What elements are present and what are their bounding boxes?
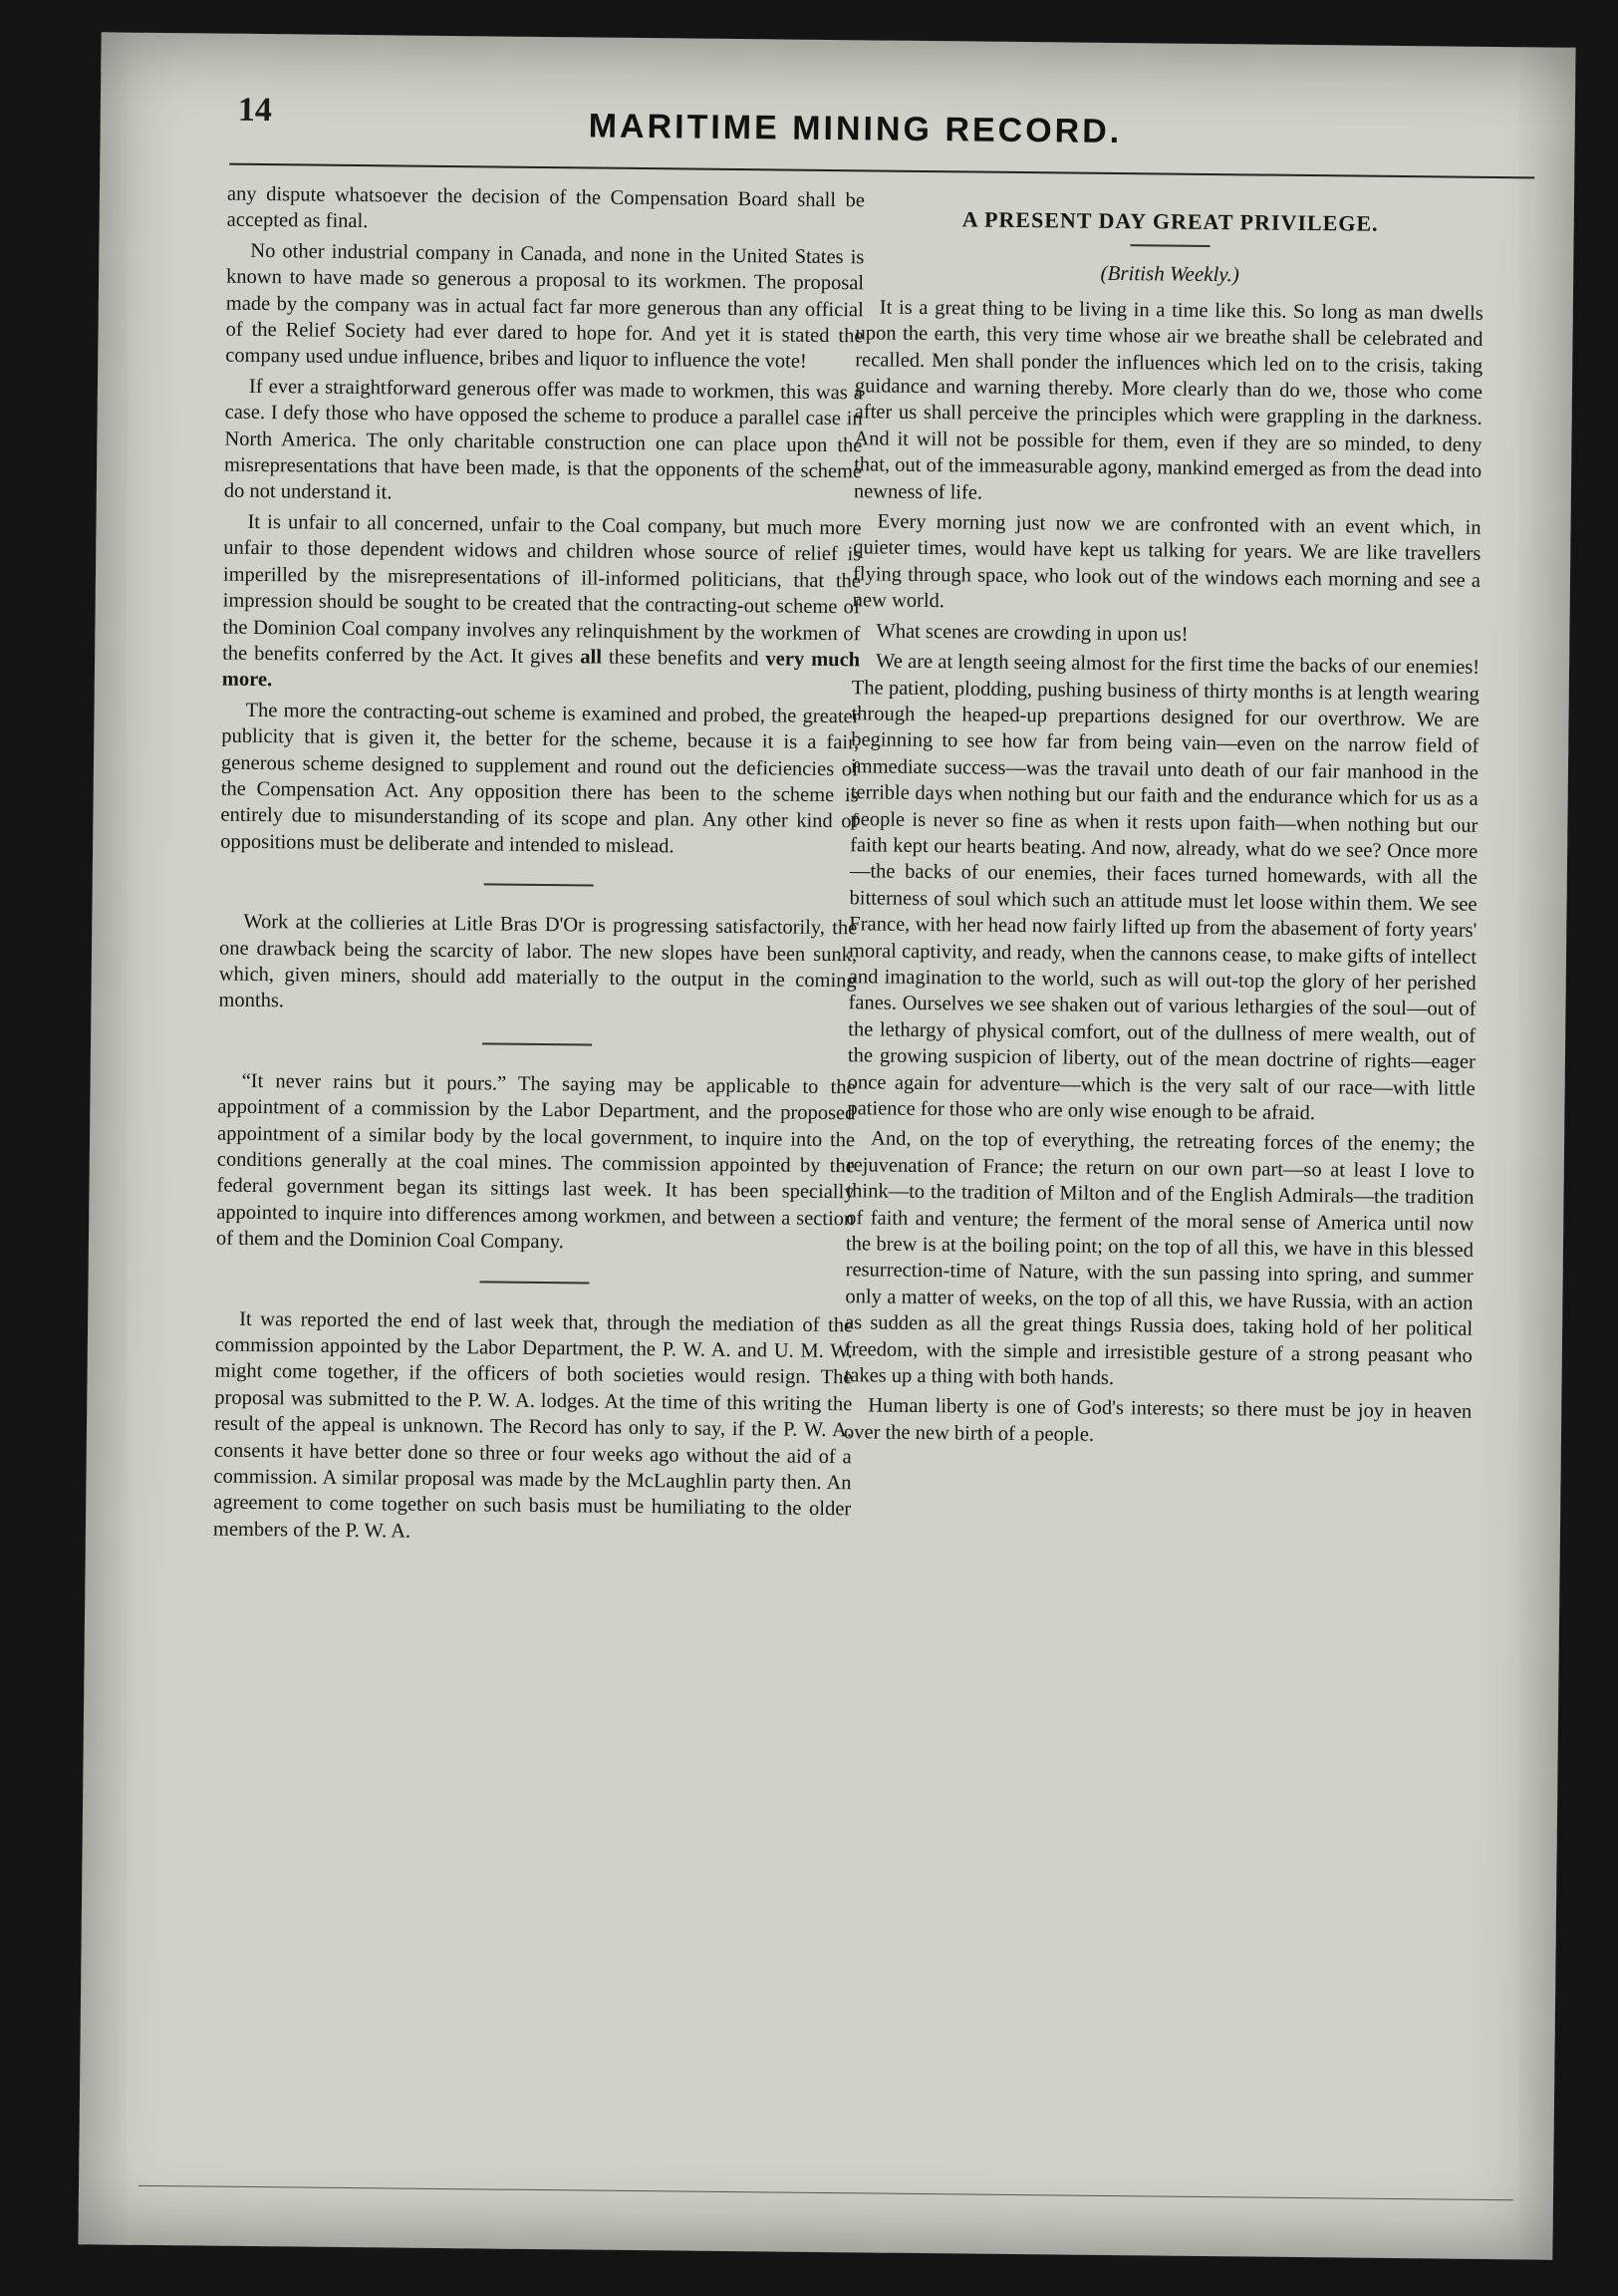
left-paragraph-4-all: all <box>580 646 603 669</box>
left-paragraph-2: No other industrial company in Canada, and none in the United States is known to have made so generous a proposal to its workmen. The proposal made by the company was in actual fact far more generous than any official of the Relief Society had ever dared to hope for. And yet it is stated the company used undue influence, bribes and liquor to influence the vote! <box>225 239 865 374</box>
section-divider <box>480 1281 590 1284</box>
title-divider <box>1130 245 1210 248</box>
left-paragraph-7: “It never rains but it pours.” The saying may be applicable to the appointment of a commission by the Labor Department, and the proposed appointment of a similar body by the local government, to inquire into the conditions generally at the coal mines. The commission appointed by the federal government began its sittings last week. It has been specially appointed to inquire into differences among workmen, and between a section of them and the Dominion Coal Company. <box>215 1069 856 1254</box>
left-paragraph-1: any dispute whatsoever the decision of the Compensation Board shall be accepted as final. <box>226 182 866 233</box>
right-paragraph-6: Human liberty is one of God's interests; so there must be joy in heaven over the new birth of a people. <box>843 1394 1473 1446</box>
right-paragraph-5: And, on the top of everything, the retreating forces of the enemy; the rejuvenation of France; the return on our own part—so at least I love to think—to the tradition of Milton and of the English Admirals—the tradition of faith and venture; the ferment of the moral sense of America until now the brew is at the boiling point; on the top of all this, we have in this blessed resurrection-time of Nature, with the sun passing into spring, and summer only a matter of weeks, on the top of all this, we have Russia, with an action as sudden as all the great things Russia does, taking hold of her political freedom, with the simple and irresistible gesture of a strong peasant who takes up a thing with both hands. <box>844 1127 1476 1390</box>
left-paragraph-5: The more the contracting-out scheme is examined and probed, the greater publicity that is given it, the better for the scheme, because it is a fair, generous scheme designed to supplement and round out the deficiencies of the Compensation Act. Any opposition there has been to the scheme is entirely due to misunderstanding of its scope and plan. Any other kind of oppositions must be deliberate and intended to mislead. <box>220 699 860 858</box>
left-paragraph-4-mid: these benefits and <box>608 646 759 671</box>
left-paragraph-8: It was reported the end of last week that, through the mediation of the commission appointed by the Labor Department, the P. W. A. and U. M. W. might come together, if the officers of both societies would resign. The proposal was submitted to the P. W. A. lodges. At the time of this writing the result of the appeal is unknown. The Record has only to say, if the P. W. A. consents it have better done so three or four weeks ago without the aid of a commission. A similar proposal was made by the McLaughlin party then. An agreement to come together on such basis must be humiliating to the older members of the P. W. A. <box>212 1307 854 1543</box>
page-number: 14 <box>237 91 273 130</box>
right-paragraph-2: Every morning just now we are confronted with an event which, in quieter times, would have kept us talking for years. We are like travellers flying through space, who look out of the windows each morning and see a new world. <box>852 510 1482 613</box>
article-source: (British Weekly.) <box>1100 261 1239 287</box>
article-title: A PRESENT DAY GREAT PRIVILEGE. <box>961 206 1379 236</box>
left-paragraph-4 <box>222 509 862 701</box>
header-rule <box>229 163 1534 179</box>
left-paragraph-4-end: very much more. <box>221 648 861 692</box>
right-paragraph-1: It is a great thing to be living in a time like this. So long as man dwells upon the earth, this very time whose air we breathe shall be celebrated and recalled. Men shall ponder the influences which led on to the crisis, taking guidance and warning thereby. More clearly than do we, those who come after us shall perceive the principles which were grappling in the darkness. And it will not be possible for them, even if they are so minded, to deny that, out of the immeasurable agony, mankind emerged as from the dead into newness of life. <box>853 296 1483 504</box>
right-paragraph-3: What scenes are crowding in upon us! <box>876 620 1189 646</box>
right-column <box>844 187 1484 1456</box>
section-divider <box>482 1042 592 1045</box>
section-divider <box>484 884 594 887</box>
left-paragraph-3: If ever a straightforward generous offer was made to workmen, this was a case. I defy those who have opposed the scheme to produce a parallel case in North America. The only charitable construction one can place upon the misrepresentations that have been made, is that the opponents of the scheme do not understand it. <box>223 375 864 504</box>
running-title: MARITIME MINING RECORD. <box>588 107 1123 151</box>
bottom-rule <box>138 2185 1513 2200</box>
newspaper-page <box>78 32 1575 2259</box>
left-paragraph-4-main: It is unfair to all concerned, unfair to the Coal company, but much more unfair to those dependent widows and children whose source of relief is imperilled by the misrepresentations of ill-informed politicians, that the impression should be sought to be created that the contracting-out scheme of the Dominion Coal company involves any relinquishment by the workmen of the benefits conferred by the Act. It gives <box>222 510 862 669</box>
right-paragraph-4: We are at length seeing almost for the first time the backs of our enemies! The patient, plodding, pushing business of thirty months is at length wearing through the heaped-up prepartions designed for our overthrow. We are beginning to see how far from being vain—even on the narrow field of immediate success—was the travail unto death of our fair manhood in the terrible days when nothing but our faith and the endurance which for us as a people is never so fine as when it rests upon faith—when nothing but our faith kept our hearts beating. And now, already, what do we see? Once more—the backs of our enemies, their faces turned homewards, with all the bitterness of soul which such an attitude must let loose within them. We see France, with her head now fairly lifted up from the abasement of forty years' moral captivity, and ready, when the cannons cease, to make gifts of intellect and imagination to the world, such as will out-top the glory of her perished fanes. Ourselves we see shaken out of various lethargies of the soul—out of the lethargy of physical comfort, out of the dullness of mere wealth, out of the growing suspicion of liberty, out of the mean doctrine of rights—eager once again for adventure—which is the very salt of our race—with little patience for those who are only wise enough to be afraid. <box>847 650 1481 1125</box>
left-paragraph-6: Work at the collieries at Litle Bras D'Or is progressing satisfactorily, the one drawback being the scarcity of labor. The new slopes have been sunk, which, given miners, should add materially to the output in the coming months. <box>218 911 858 1012</box>
left-column <box>213 181 865 1554</box>
